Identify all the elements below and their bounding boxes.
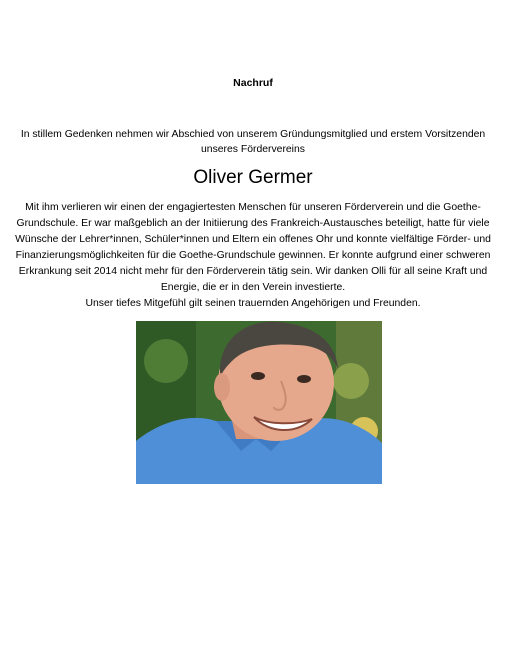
intro-line-1: In stillem Gedenken nehmen wir Abschied von unserem Gründungsmitglied und erstem Vorsitzenden (20, 129, 486, 140)
intro-line-2: unseres Fördervereins (201, 144, 305, 155)
intro-text (0, 127, 506, 157)
deceased-name: Oliver Germer (193, 167, 313, 188)
portrait-photo (136, 321, 382, 484)
obituary-body (4, 200, 502, 312)
obituary-heading: Nachruf (233, 77, 273, 89)
body-paragraph: Mit ihm verlieren wir einen der engagiertesten Menschen für unseren Förderverein und die Goethe-Grundschule. Er war maßgeblich an der Initiierung des Frankreich-Austausches beteiligt, hatte für viele Wünsche der Lehrer*innen, Schüler*innen und Eltern ein offenes Ohr und konnte vielfältige Förder- und Finanzierungsmöglichkeiten für die Goethe-Grundschule gewinnen. Er konnte aufgrund einer schweren Erkrankung seit 2014 nicht mehr für den Förderverein tätig sein. Wir danken Olli für all seine Kraft und Energie, die er in den Verein investierte. (15, 202, 491, 293)
portrait-illustration (136, 321, 382, 484)
condolence-line: Unser tiefes Mitgefühl gilt seinen trauernden Angehörigen und Freunden. (85, 298, 421, 309)
